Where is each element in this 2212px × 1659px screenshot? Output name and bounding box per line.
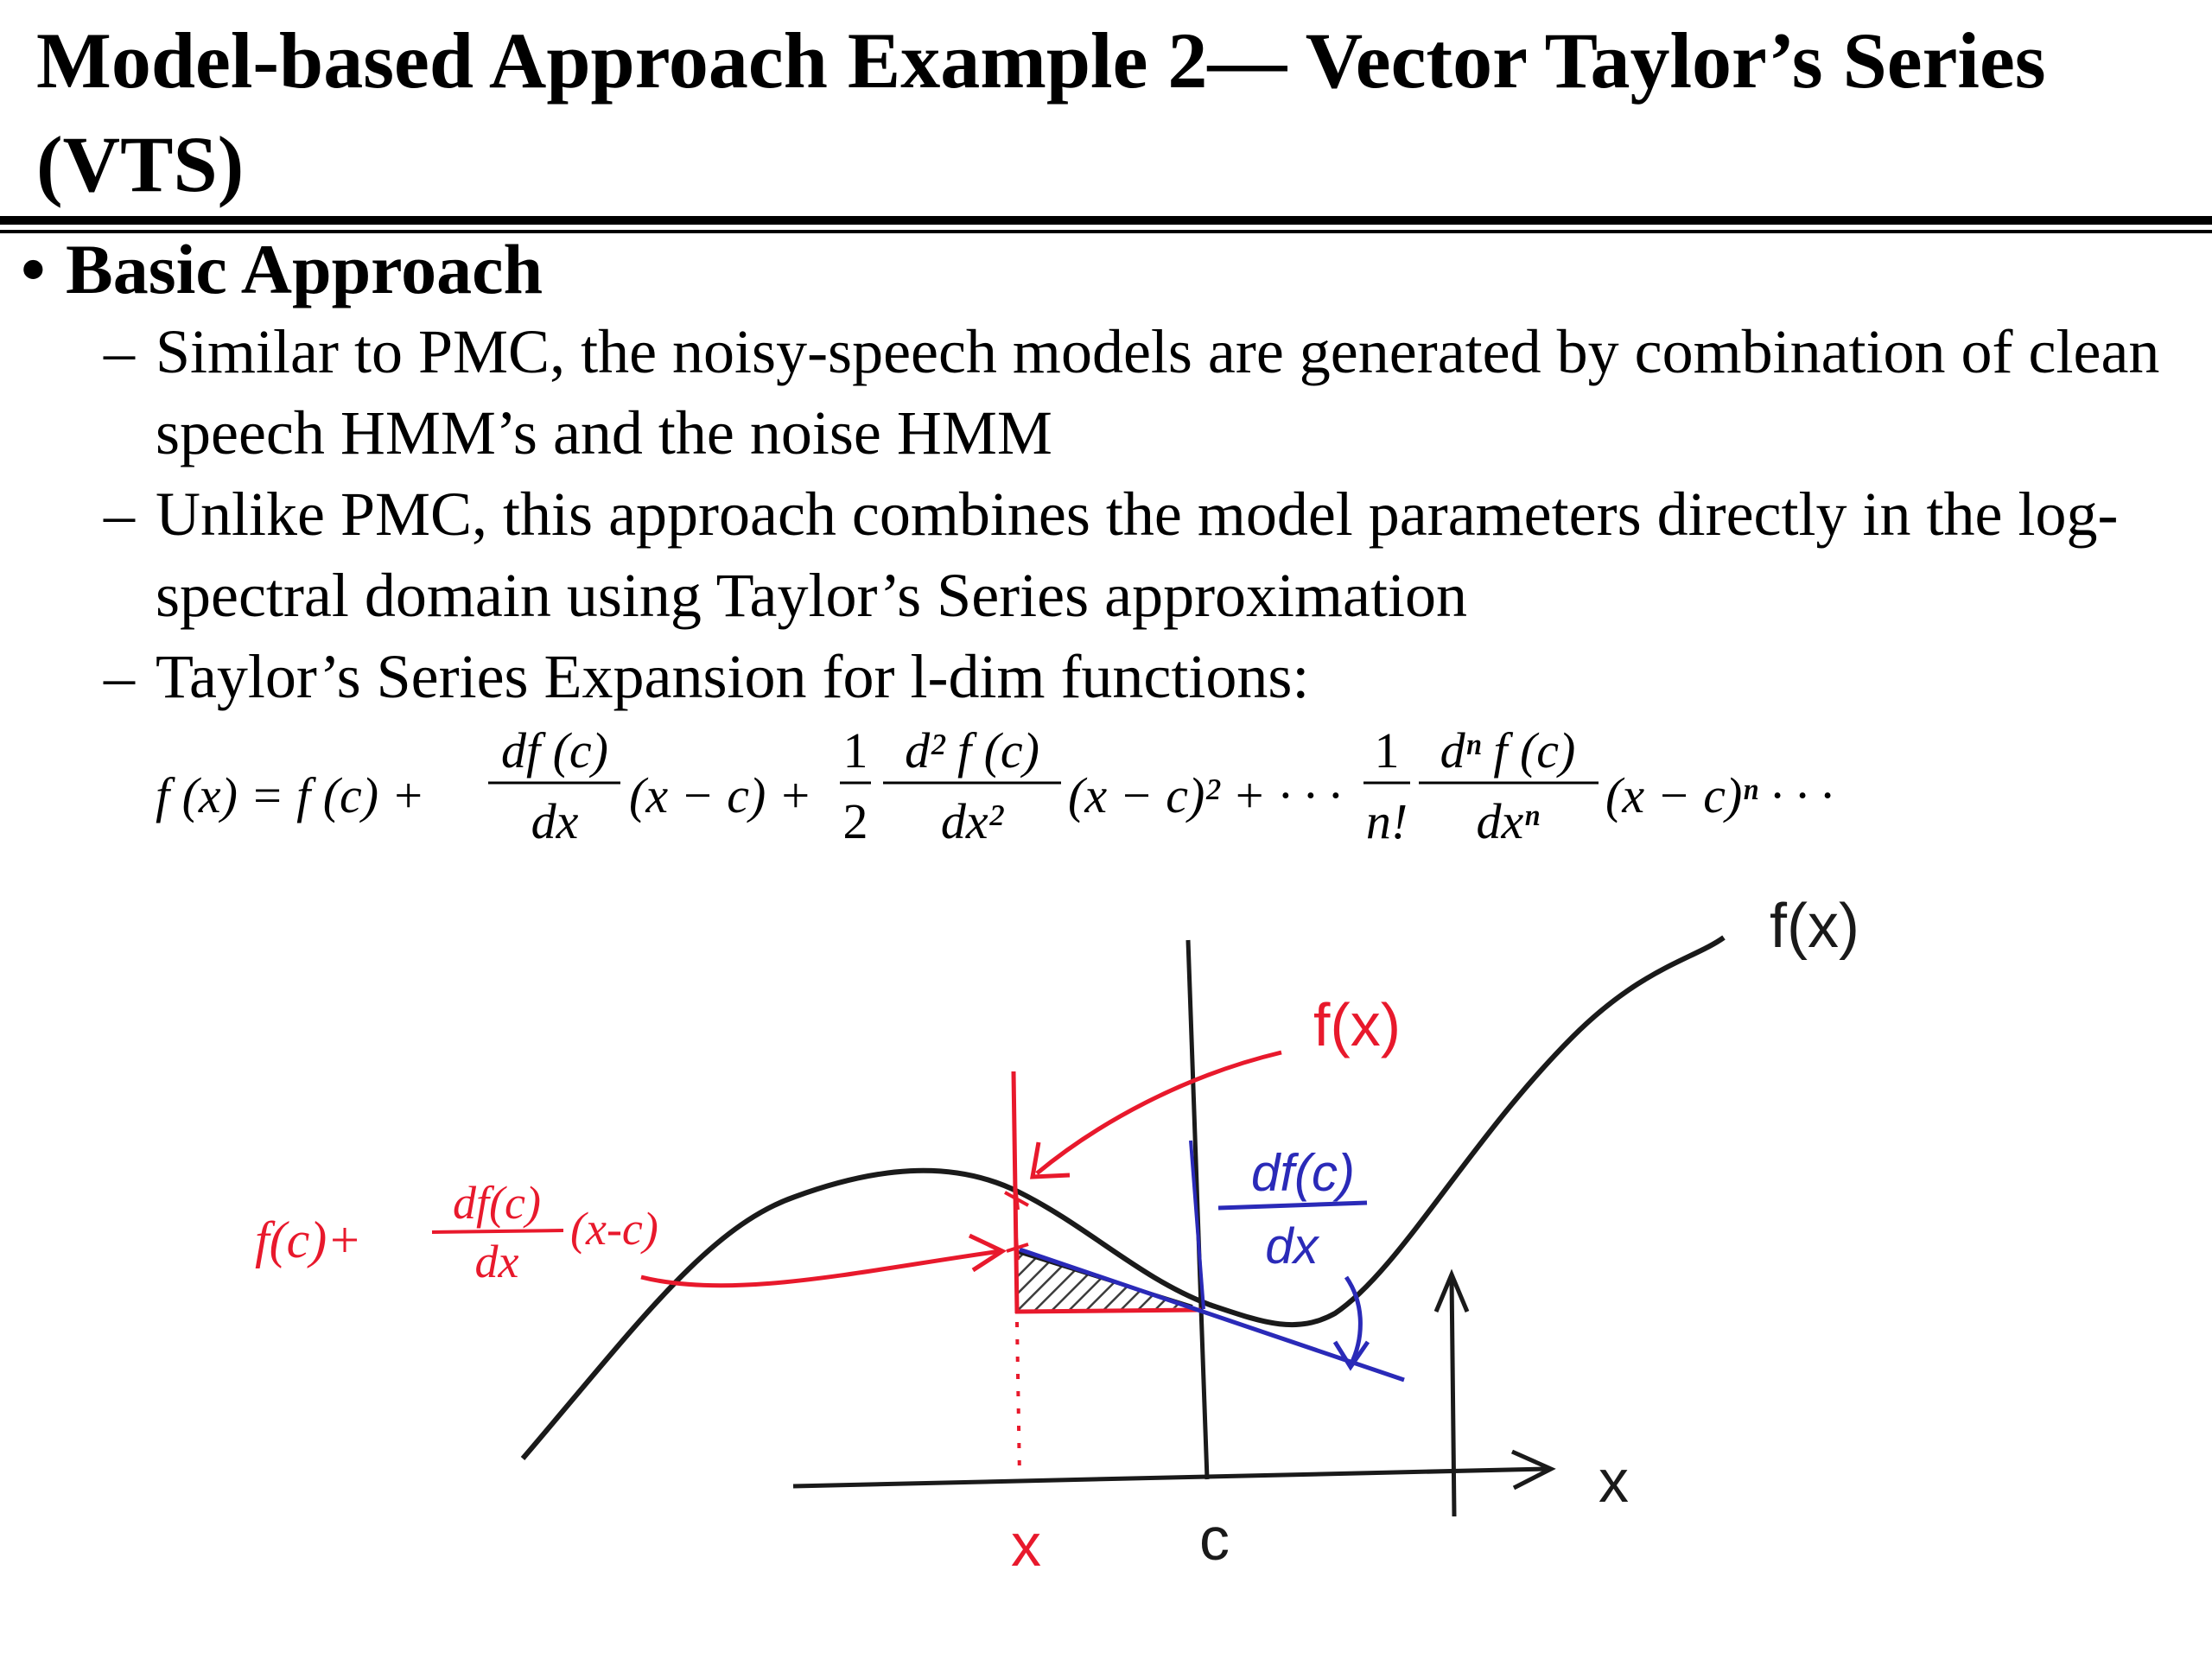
eq-nth-num: 1 [1374,726,1400,779]
eq-half-num: 1 [842,726,868,779]
red-fx-arrow [1037,1052,1281,1173]
approx-label-num: df(c) [453,1177,541,1229]
curve-fx-label: f(x) [1770,892,1859,961]
slope-arrowhead [1335,1342,1368,1367]
slope-label-bar [1218,1203,1367,1208]
eq-nth-den: n! [1365,793,1408,849]
slope-label-num: df(c) [1251,1144,1355,1202]
eq-lhs: f (x) = f (c) + [156,767,425,823]
eq-term2-den: dx² [940,793,1004,849]
approx-label-part2: (x-c) [570,1203,658,1255]
subbullet-text: Similar to PMC, the noisy-speech models are generated by combination of clean speech HMM’s and the noise HMM [156,317,2160,467]
slope-label-den: dx [1265,1218,1319,1274]
approx-arrow [641,1251,1001,1286]
point-c-label: c [1199,1505,1230,1573]
subbullet-text: Taylor’s Series Expansion for l-dim functions: [156,642,1310,711]
red-fx-label: f(x) [1313,991,1402,1058]
bullet-text: Basic Approach [66,230,543,308]
eq-termn-den: dxⁿ [1476,793,1540,849]
eq-term2-num: d² f (c) [905,726,1039,779]
eq-half-den: 2 [842,793,868,849]
eq-termn-num: dⁿ f (c) [1440,726,1576,779]
function-curve [523,938,1724,1459]
x-dotted-line [1017,1322,1020,1478]
approx-label-part1: f(c)+ [255,1211,362,1268]
eq-term2-tail: (x − c)² + · · · [1068,767,1342,823]
bullet-dot: • [21,230,46,308]
approx-label-bar [432,1230,563,1232]
x-to-c-baseline [1015,1310,1201,1312]
axis-x-label: x [1599,1447,1629,1515]
eq-term1-den: dx [531,793,579,849]
point-x-label: x [1011,1511,1041,1579]
eq-term1-num: df (c) [501,726,608,779]
dash-marker: – [104,642,135,711]
dash-marker: – [104,480,135,549]
y-axis-line [1452,1277,1454,1516]
eq-termn-tail: (x − c)ⁿ · · · [1605,767,1834,823]
subbullet-text: Unlike PMC, this approach combines the model parameters directly in the log-spectral domain using Taylor’s Series approximation [156,480,2119,630]
dash-marker: – [104,317,135,386]
approx-label-den: dx [474,1236,519,1287]
x-axis-line [793,1469,1547,1486]
eq-term1-tail: (x − c) + [629,767,812,823]
slide-title: Model-based Approach Example 2— Vector Taylor’s Series (VTS) [36,16,2046,208]
